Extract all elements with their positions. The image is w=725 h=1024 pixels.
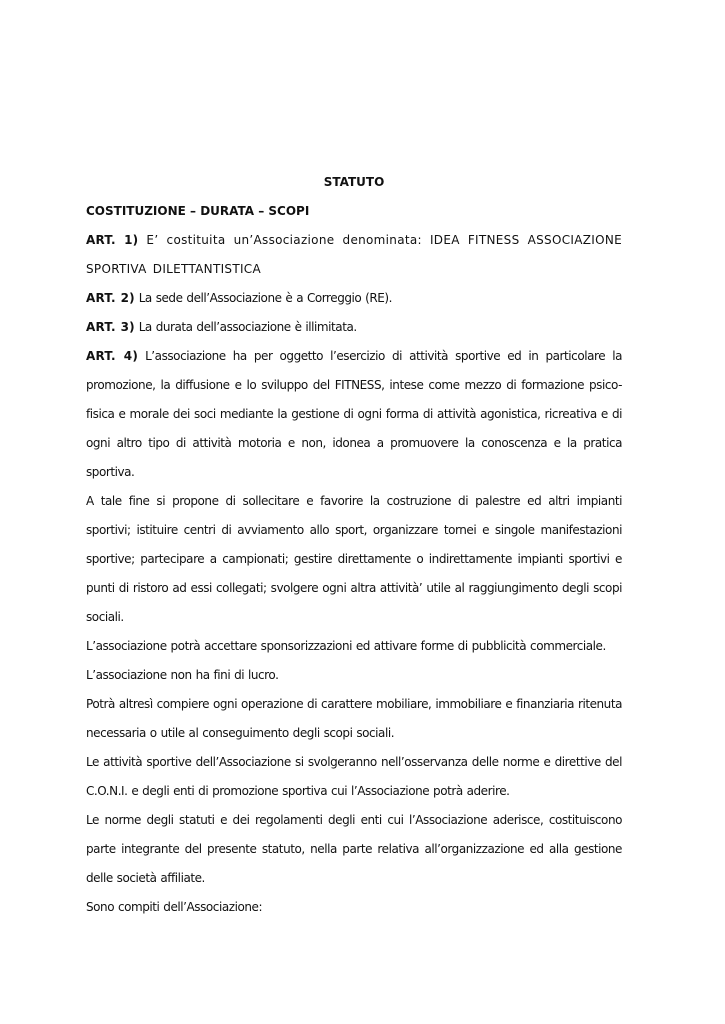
article-2 <box>86 284 622 313</box>
article-text: L’associazione ha per oggetto l’esercizio di attività sportive ed in particolare la promozione, la diffusione e lo sviluppo del FITNESS, intese come mezzo di formazione psico-fisica e morale dei soci mediante la gestione di ogni forma di attività agonistica, ricreativa e di ogni altro tipo di attività motoria e non, idonea a promuovere la conoscenza e la pratica sportiva. <box>86 349 622 479</box>
article-4 <box>86 342 622 487</box>
article-label: ART. 3) <box>86 320 135 334</box>
article-label: ART. 2) <box>86 291 135 305</box>
article-text: E’ costituita un’Associazione denominata: IDEA FITNESS ASSOCIAZIONE SPORTIVA DILETTANTISTICA <box>86 233 622 276</box>
paragraph: Le attività sportive dell’Associazione si svolgeranno nell’osservanza delle norme e direttive del C.O.N.I. e degli enti di promozione sportiva cui l’Associazione potrà aderire. <box>86 755 622 798</box>
paragraph: Potrà altresì compiere ogni operazione di carattere mobiliare, immobiliare e finanziaria ritenuta necessaria o utile al conseguimento degli scopi sociali. <box>86 697 622 740</box>
article-label: ART. 1) <box>86 233 139 247</box>
paragraph: A tale fine si propone di sollecitare e favorire la costruzione di palestre ed altri impianti sportivi; istituire centri di avviamento allo sport, organizzare tornei e singole manifestazioni sportive; partecipare a campionati; gestire direttamente o indirettamente impianti sportivi e punti di ristoro ad essi collegati; svolgere ogni altra attività’ utile al raggiungimento degli scopi sociali. <box>86 494 622 624</box>
paragraph: Le norme degli statuti e dei regolamenti degli enti cui l’Associazione aderisce, costituiscono parte integrante del presente statuto, nella parte relativa all’organizzazione ed alla gestione delle società affiliate. <box>86 813 622 885</box>
article-label: ART. 4) <box>86 349 139 363</box>
article-1 <box>86 226 622 284</box>
paragraph: L’associazione non ha fini di lucro. <box>86 668 279 682</box>
article-text: La durata dell’associazione è illimitata. <box>134 320 357 334</box>
document-page <box>86 168 622 922</box>
paragraph: Sono compiti dell’Associazione: <box>86 900 263 914</box>
article-3 <box>86 313 622 342</box>
document-title: STATUTO <box>323 175 385 189</box>
section-heading: COSTITUZIONE – DURATA – SCOPI <box>86 204 310 218</box>
article-text: La sede dell’Associazione è a Correggio (RE). <box>134 291 393 305</box>
paragraph: L’associazione potrà accettare sponsorizzazioni ed attivare forme di pubblicità commerciale. <box>86 639 606 653</box>
